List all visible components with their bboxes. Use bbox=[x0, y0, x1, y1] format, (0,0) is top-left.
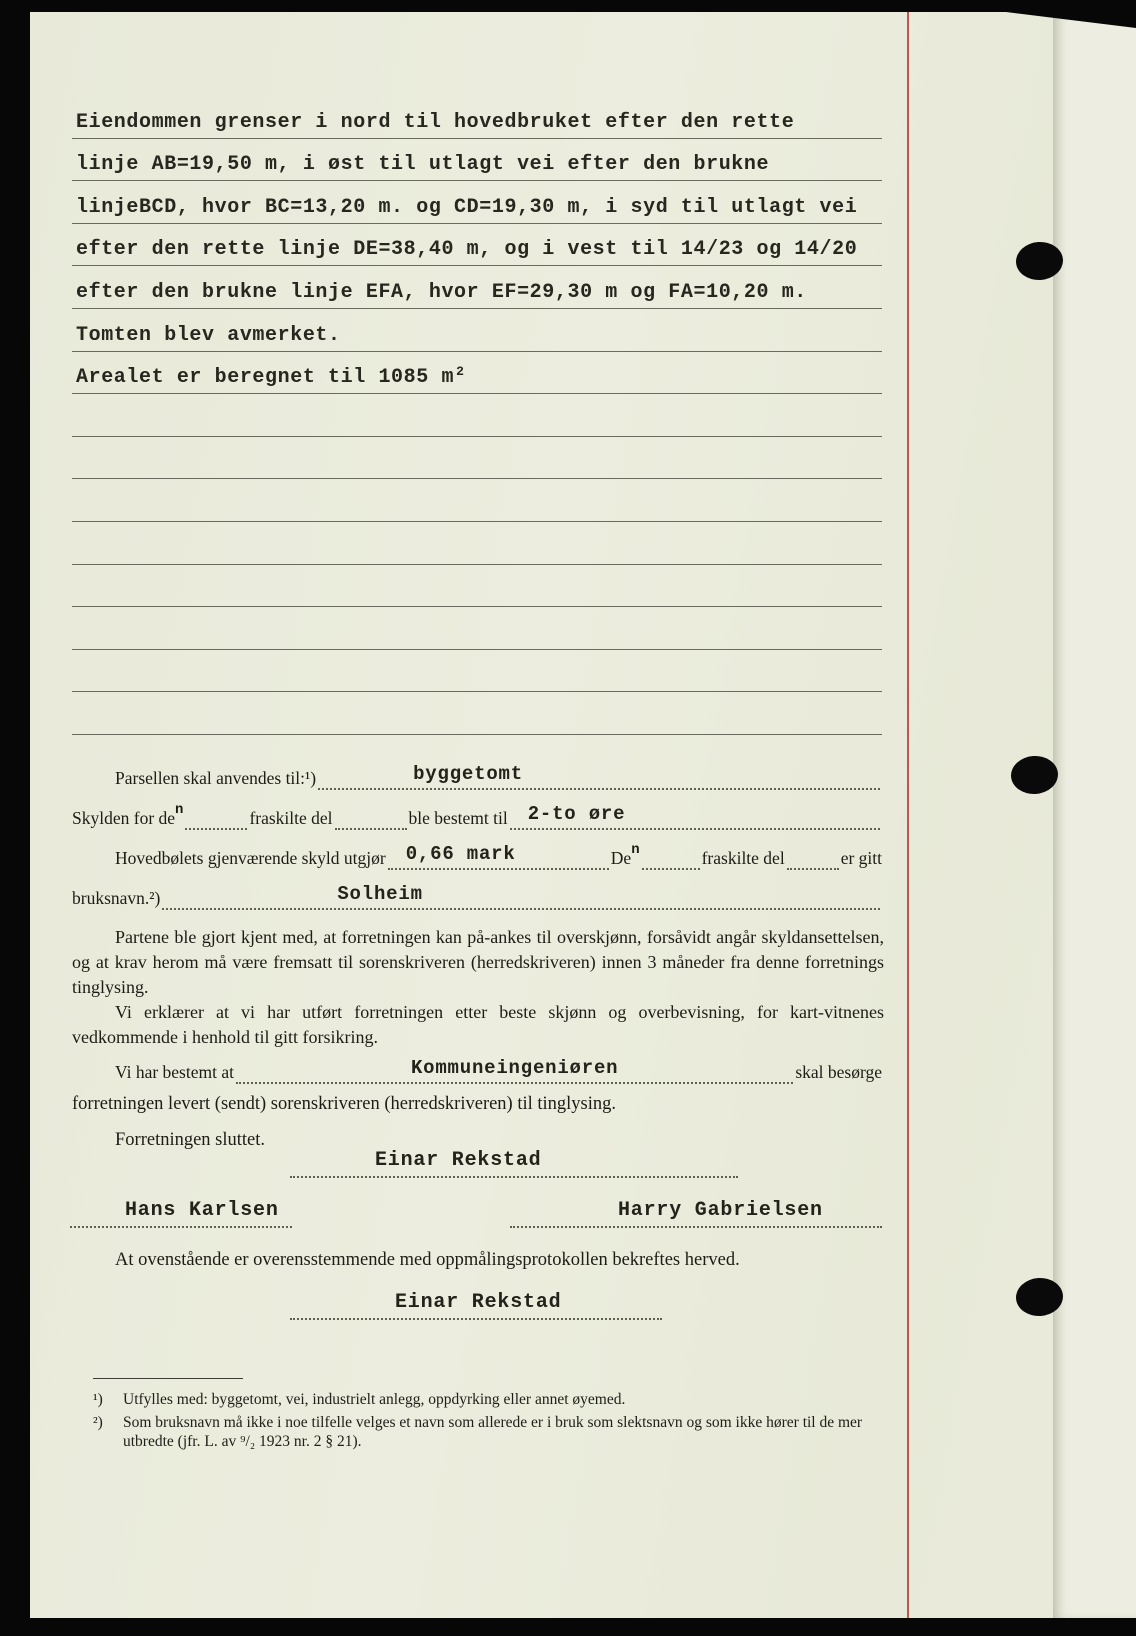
signature-line-witness-right bbox=[510, 1192, 882, 1228]
typed-value-gjenvarende-skyld: 0,66 mark bbox=[405, 843, 516, 865]
signature-einar-rekstad-confirm: Einar Rekstad bbox=[395, 1291, 562, 1314]
typed-line bbox=[72, 181, 882, 224]
form-label-er-gitt: er gitt bbox=[840, 848, 882, 868]
typed-area-line bbox=[72, 352, 882, 395]
signature-line-witness-left bbox=[70, 1192, 292, 1228]
line-levert: forretningen levert (sendt) sorenskriveren (herredskriveren) til tinglysing. bbox=[72, 1094, 617, 1114]
form-row-bruksnavn bbox=[72, 880, 882, 910]
typed-line bbox=[72, 139, 882, 182]
form-label-bruksnavn: bruksnavn.²) bbox=[72, 888, 161, 908]
fill-line bbox=[510, 800, 880, 830]
footnote-1-marker: ¹) bbox=[93, 1391, 103, 1408]
typed-boundary-description bbox=[72, 96, 882, 735]
form-label-de: De bbox=[610, 848, 632, 868]
fill-line bbox=[318, 760, 880, 790]
red-margin-line bbox=[907, 12, 909, 1618]
typed-value-kommuneingenioren: Kommuneingeniøren bbox=[410, 1057, 619, 1079]
punch-hole bbox=[1010, 754, 1060, 795]
footnote-2 bbox=[93, 1413, 878, 1452]
page-edge-strip bbox=[1053, 12, 1136, 1618]
ruled-line-blank bbox=[72, 607, 882, 650]
fill-line bbox=[388, 840, 609, 870]
form-label-vi-har-bestemt: Vi har bestemt at bbox=[115, 1062, 234, 1082]
scanned-document-page bbox=[30, 12, 1136, 1618]
form-row-parsellen bbox=[72, 760, 882, 790]
form-label-skal-besorge: skal besørge bbox=[795, 1062, 882, 1082]
area-superscript: 2 bbox=[456, 364, 465, 380]
typed-line bbox=[72, 96, 882, 139]
fill-line bbox=[335, 800, 407, 830]
fill-line bbox=[162, 880, 880, 910]
form-row-bestemt bbox=[72, 1054, 882, 1084]
form-label-fraskilte-del: fraskilte del bbox=[701, 848, 785, 868]
form-row-skylden bbox=[72, 800, 882, 830]
line-forretningen-sluttet: Forretningen sluttet. bbox=[115, 1130, 266, 1150]
legal-paragraphs bbox=[72, 925, 884, 1050]
typed-line bbox=[72, 266, 882, 309]
footnote-1 bbox=[93, 1390, 878, 1410]
signature-harry-gabrielsen: Harry Gabrielsen bbox=[618, 1199, 823, 1222]
typed-line-text: efter den brukne linje EFA, hvor EF=29,30 m og FA=10,20 m. bbox=[76, 280, 807, 304]
typed-line bbox=[72, 224, 882, 267]
ruled-line-blank bbox=[72, 394, 882, 437]
fill-line bbox=[642, 840, 700, 870]
form-label-parsellen: Parsellen skal anvendes til:¹) bbox=[115, 768, 317, 788]
ruled-line-blank bbox=[72, 565, 882, 608]
footnote-1-text: Utfylles med: byggetomt, vei, industrielt anlegg, oppdyrking eller annet øyemed. bbox=[123, 1391, 626, 1408]
typed-superscript-n: n bbox=[175, 802, 184, 818]
typed-line-text: efter den rette linje DE=38,40 m, og i vest til 14/23 og 14/20 bbox=[76, 238, 858, 262]
typed-value-skyld: 2-to øre bbox=[527, 803, 626, 825]
line-confirmation: At ovenstående er overensstemmende med oppmålingsprotokollen bekreftes herved. bbox=[115, 1250, 740, 1270]
ruled-line-blank bbox=[72, 479, 882, 522]
form-label-ble-bestemt-til: ble bestemt til bbox=[408, 808, 508, 828]
signature-line-confirmation bbox=[290, 1284, 662, 1320]
typed-line-text: linjeBCD, hvor BC=13,20 m. og CD=19,30 m, i syd til utlagt vei bbox=[76, 195, 858, 219]
typed-line-text: Tomten blev avmerket. bbox=[76, 323, 341, 347]
signature-einar-rekstad: Einar Rekstad bbox=[375, 1149, 542, 1172]
typed-line-text: Arealet er beregnet til 1085 m bbox=[76, 366, 455, 390]
typed-line-text: Eiendommen grenser i nord til hovedbruket efter den rette bbox=[76, 110, 795, 134]
signature-line-surveyor bbox=[290, 1142, 738, 1178]
form-label-hovedbolet: Hovedbølets gjenværende skyld utgjør bbox=[115, 848, 386, 868]
signature-hans-karlsen: Hans Karlsen bbox=[125, 1199, 279, 1222]
ruled-line-blank bbox=[72, 692, 882, 735]
typed-line-text: linje AB=19,50 m, i øst til utlagt vei efter den brukne bbox=[76, 153, 770, 177]
footnote-2-marker: ²) bbox=[93, 1413, 103, 1431]
paragraph-appeal-notice: Partene ble gjort kjent med, at forretningen kan på-ankes til overskjønn, forsåvidt angår skyldansettelsen, og at krav herom må være fremsatt til sorenskriveren (herredskriveren) innen 3 måneder fra denne forretnings tinglysing. bbox=[72, 927, 884, 997]
fill-line bbox=[185, 800, 247, 830]
footnote-separator-rule bbox=[93, 1378, 243, 1379]
typed-line bbox=[72, 309, 882, 352]
typed-value-bruksnavn: Solheim bbox=[337, 883, 423, 905]
paragraph-declaration: Vi erklærer at vi har utført forretningen etter beste skjønn og overbevisning, for kart-vitnenes vedkommende i henhold til gitt forsikring. bbox=[72, 1002, 884, 1047]
fill-line bbox=[787, 840, 839, 870]
form-row-hovedbolet bbox=[72, 840, 882, 870]
fill-line bbox=[236, 1054, 793, 1084]
ruled-line-blank bbox=[72, 522, 882, 565]
footnote-2-text: Som bruksnavn må ikke i noe tilfelle velges et navn som allerede er i bruk som slektsnavn og som ikke hører til de mer utbredte (jfr. L. av ⁹/₂ 1923 nr. 2 § 21). bbox=[123, 1413, 863, 1450]
ruled-line-blank bbox=[72, 650, 882, 693]
form-label-skylden: Skylden for de bbox=[72, 808, 176, 828]
typed-value-parsellen: byggetomt bbox=[413, 763, 523, 785]
typed-superscript-n: n bbox=[631, 842, 640, 858]
ruled-line-blank bbox=[72, 437, 882, 480]
form-label-fraskilte-del: fraskilte del bbox=[249, 808, 333, 828]
footnotes bbox=[93, 1390, 878, 1455]
